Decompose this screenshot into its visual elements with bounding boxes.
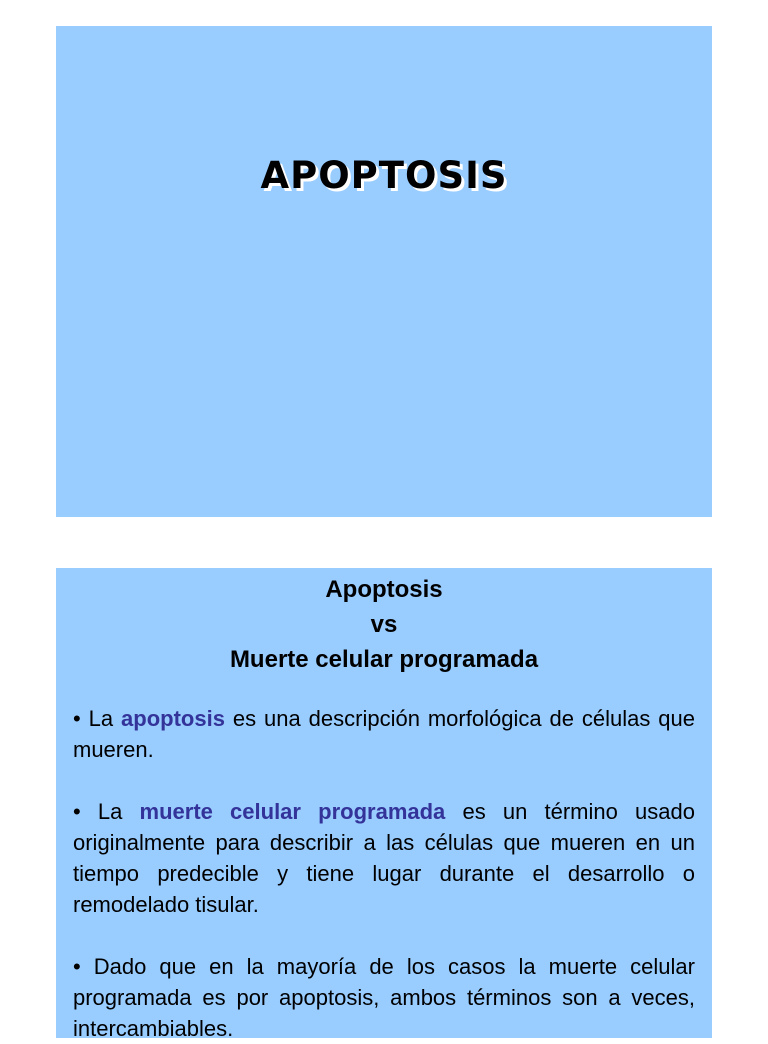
bullet-intercambiables: • Dado que en la mayoría de los casos la muerte celular programada es por apoptosis, ambos términos son a veces, intercambiables. bbox=[73, 954, 695, 1041]
highlight-term: muerte celular programada bbox=[139, 799, 446, 824]
bullet-text: es una descripción morfológica de células que mueren. bbox=[73, 706, 695, 762]
bullet-lead: • La bbox=[73, 799, 140, 824]
bullet-apoptosis bbox=[73, 703, 695, 765]
bullet-text: es un término usado originalmente para describir a las células que mueren en un tiempo predecible y tiene lugar durante el desarrollo o remodelado tisular. bbox=[73, 799, 695, 917]
heading-line-3: Muerte celular programada bbox=[229, 646, 539, 673]
heading-line-1: Apoptosis bbox=[325, 576, 443, 603]
highlight-term: apoptosis bbox=[121, 706, 225, 731]
bullet-lead: • La bbox=[73, 706, 122, 731]
content-slide bbox=[56, 568, 712, 1041]
slide-heading bbox=[56, 568, 712, 677]
title-slide bbox=[56, 26, 712, 517]
slide-title: APOPTOSIS bbox=[260, 154, 508, 197]
slide-body bbox=[56, 703, 712, 1044]
heading-line-2: vs bbox=[370, 611, 398, 638]
bullet-muerte-celular bbox=[73, 796, 695, 920]
